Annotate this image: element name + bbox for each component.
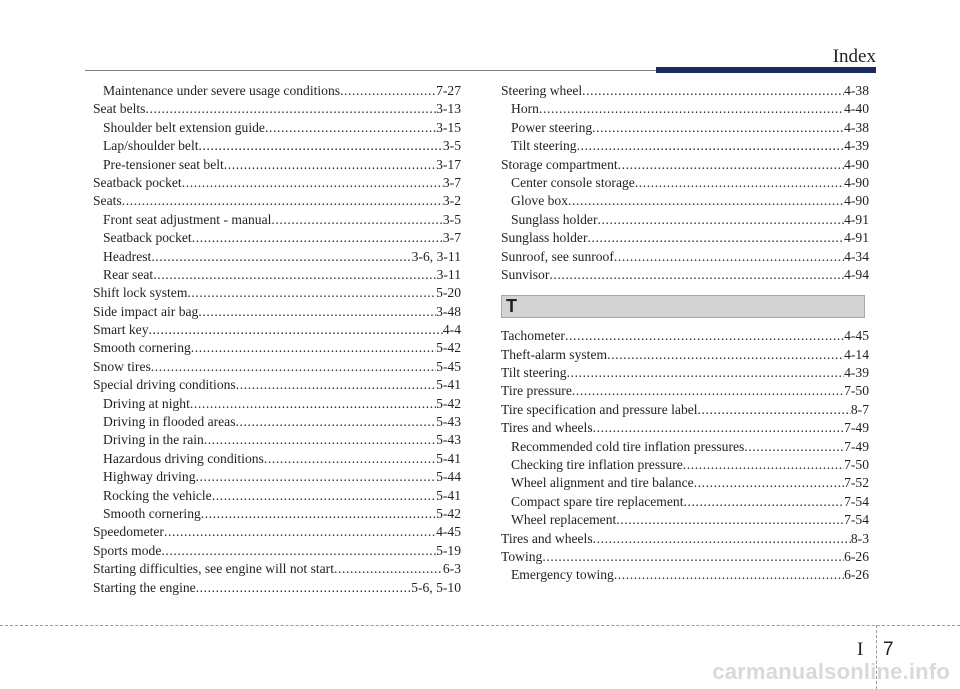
index-term: Wheel replacement	[511, 512, 617, 528]
index-term: Shoulder belt extension guide	[103, 119, 265, 135]
index-page-ref: 5-41	[436, 377, 461, 393]
index-entry	[501, 266, 869, 284]
index-page-ref: 3-7	[442, 174, 461, 190]
dot-leader	[549, 266, 844, 284]
index-group-t	[501, 327, 869, 584]
index-term: Hazardous driving conditions	[103, 450, 264, 466]
dot-leader	[593, 419, 844, 437]
index-entry	[501, 474, 869, 492]
index-entry	[93, 137, 461, 155]
index-term: Steering wheel	[501, 83, 583, 98]
dot-leader	[212, 487, 436, 505]
index-term: Rocking the vehicle	[103, 487, 212, 503]
index-entry	[93, 468, 461, 486]
dot-leader	[196, 579, 411, 597]
index-page-ref: 5-43	[436, 432, 461, 448]
dot-leader	[145, 100, 436, 118]
index-page-ref: 4-38	[844, 83, 869, 98]
index-term: Theft-alarm system	[501, 346, 608, 362]
index-page-ref: 3-48	[436, 303, 461, 319]
index-term: Driving at night	[103, 395, 190, 411]
index-page-ref: 3-17	[436, 156, 461, 172]
dot-leader	[698, 401, 851, 419]
index-entry	[93, 376, 461, 394]
index-page-ref: 5-42	[436, 395, 461, 411]
index-page-ref: 3-2	[442, 193, 461, 209]
index-term: Special driving conditions	[93, 377, 236, 393]
index-page-ref: 6-26	[844, 548, 869, 564]
index-term: Tires and wheels	[501, 530, 593, 546]
index-term: Lap/shoulder belt	[103, 138, 199, 154]
index-term: Driving in flooded areas	[103, 414, 236, 430]
index-entry	[501, 346, 869, 364]
index-page-ref: 3-11	[436, 266, 461, 282]
index-page-ref: 4-45	[436, 524, 461, 540]
index-page-ref: 7-49	[844, 420, 869, 436]
index-page-ref: 7-27	[436, 83, 461, 98]
dot-leader	[340, 82, 436, 100]
index-page-ref: 3-7	[442, 230, 461, 246]
dot-leader	[616, 511, 844, 529]
dot-leader	[539, 100, 844, 118]
dot-leader	[151, 248, 411, 266]
dot-leader	[567, 364, 844, 382]
index-entry	[501, 401, 869, 419]
index-page-ref: 5-42	[436, 505, 461, 521]
index-page-ref: 4-39	[844, 365, 869, 381]
dot-leader	[187, 284, 436, 302]
index-term: Seats	[93, 193, 122, 209]
section-letter: T	[506, 296, 517, 317]
index-entry	[501, 493, 869, 511]
dot-leader	[614, 566, 844, 584]
index-term: Sunglass holder	[511, 211, 598, 227]
index-page-ref: 4-90	[844, 174, 869, 190]
footer-rule	[0, 625, 960, 626]
index-term: Center console storage	[511, 174, 635, 190]
index-page-ref: 5-42	[436, 340, 461, 356]
index-term: Compact spare tire replacement	[511, 493, 684, 509]
index-term: Front seat adjustment - manual	[103, 211, 272, 227]
index-entry	[93, 505, 461, 523]
index-entry	[501, 530, 869, 548]
index-entry	[93, 560, 461, 578]
dot-leader	[694, 474, 844, 492]
index-term: Smooth cornering	[103, 505, 201, 521]
index-entry	[501, 438, 869, 456]
dot-leader	[587, 229, 844, 247]
index-term: Snow tires	[93, 358, 151, 374]
index-page-ref: 4-4	[442, 322, 461, 338]
index-entry	[501, 229, 869, 247]
index-page-ref: 5-6, 5-10	[411, 579, 461, 595]
index-term: Driving in the rain	[103, 432, 204, 448]
dot-leader	[597, 211, 844, 229]
index-page-ref: 4-34	[844, 248, 869, 264]
index-entry	[501, 548, 869, 566]
index-term: Speedometer	[93, 524, 164, 540]
dot-leader	[592, 119, 844, 137]
index-group-s	[501, 82, 869, 284]
index-term: Smooth cornering	[93, 340, 191, 356]
index-entry	[93, 321, 461, 339]
dot-leader	[122, 192, 443, 210]
index-page-ref: 7-50	[844, 383, 869, 399]
index-term: Emergency towing	[511, 567, 614, 583]
index-page-ref: 7-54	[844, 512, 869, 528]
dot-leader	[190, 395, 436, 413]
index-entry	[501, 382, 869, 400]
index-term: Storage compartment	[501, 156, 618, 172]
index-page-ref: 3-5	[442, 138, 461, 154]
dot-leader	[236, 413, 437, 431]
dot-leader	[568, 192, 844, 210]
dot-leader	[683, 493, 844, 511]
index-page-ref: 5-41	[436, 487, 461, 503]
index-page-ref: 5-20	[436, 285, 461, 301]
footer-page-number: 7	[883, 639, 894, 660]
index-entry	[93, 82, 461, 100]
dot-leader	[224, 156, 436, 174]
dot-leader	[191, 339, 436, 357]
index-term: Seatback pocket	[93, 174, 182, 190]
index-term: Tilt steering	[511, 138, 577, 154]
index-term: Pre-tensioner seat belt	[103, 156, 224, 172]
dot-leader	[164, 523, 436, 541]
index-entry	[501, 100, 869, 118]
index-page-ref: 4-90	[844, 193, 869, 209]
index-entry	[93, 395, 461, 413]
index-term: Shift lock system	[93, 285, 188, 301]
index-entry	[93, 284, 461, 302]
index-entry	[93, 229, 461, 247]
index-entry	[501, 156, 869, 174]
dot-leader	[582, 82, 844, 100]
dot-leader	[198, 303, 436, 321]
dot-leader	[565, 327, 844, 345]
index-term: Seatback pocket	[103, 230, 192, 246]
index-term: Horn	[511, 101, 539, 117]
index-page-ref: 4-91	[844, 211, 869, 227]
index-page-ref: 8-3	[850, 530, 869, 546]
index-entry	[501, 364, 869, 382]
footer-section-label: I	[857, 639, 864, 660]
index-entry	[93, 119, 461, 137]
index-page-ref: 7-54	[844, 493, 869, 509]
dot-leader	[618, 156, 844, 174]
index-term: Highway driving	[103, 469, 196, 485]
index-entry	[501, 566, 869, 584]
header-accent-bar	[656, 67, 876, 73]
dot-leader	[614, 248, 844, 266]
index-entry	[93, 156, 461, 174]
index-entry	[501, 248, 869, 266]
index-entry	[93, 579, 461, 597]
index-term: Seat belts	[93, 101, 146, 117]
index-page-ref: 8-7	[850, 401, 869, 417]
dot-leader	[236, 376, 436, 394]
index-page-ref: 6-3	[442, 561, 461, 577]
index-entry	[93, 450, 461, 468]
index-term: Tires and wheels	[501, 420, 593, 436]
index-page-ref: 5-43	[436, 414, 461, 430]
index-column-left	[93, 82, 461, 597]
index-page-ref: 5-41	[436, 450, 461, 466]
dot-leader	[572, 382, 844, 400]
dot-leader	[192, 229, 443, 247]
index-term: Power steering	[511, 119, 593, 135]
index-entry	[501, 82, 869, 100]
index-entry	[501, 327, 869, 345]
index-entry	[93, 266, 461, 284]
index-entry	[501, 192, 869, 210]
index-term: Tire specification and pressure label	[501, 401, 698, 417]
index-page-ref: 7-49	[844, 438, 869, 454]
index-entry	[93, 192, 461, 210]
dot-leader	[149, 321, 443, 339]
dot-leader	[744, 438, 844, 456]
index-column-right	[501, 82, 869, 585]
index-term: Rear seat	[103, 266, 154, 282]
dot-leader	[577, 137, 844, 155]
index-entry	[93, 303, 461, 321]
index-page-ref: 7-50	[844, 457, 869, 473]
index-term: Sunglass holder	[501, 230, 588, 246]
index-entry	[93, 174, 461, 192]
index-page-ref: 4-40	[844, 101, 869, 117]
dot-leader	[264, 450, 436, 468]
dot-leader	[271, 211, 442, 229]
index-page-ref: 4-90	[844, 156, 869, 172]
index-term: Checking tire inflation pressure	[511, 457, 683, 473]
dot-leader	[683, 456, 844, 474]
index-entry	[501, 419, 869, 437]
index-entry	[93, 248, 461, 266]
index-page-ref: 5-45	[436, 358, 461, 374]
index-entry	[501, 119, 869, 137]
dot-leader	[542, 548, 844, 566]
index-page-ref: 4-38	[844, 119, 869, 135]
index-term: Wheel alignment and tire balance	[511, 475, 694, 491]
index-entry	[501, 456, 869, 474]
index-page-ref: 4-45	[844, 328, 869, 344]
dot-leader	[182, 174, 443, 192]
index-term: Headrest	[103, 248, 152, 264]
index-page-ref: 4-91	[844, 230, 869, 246]
index-term: Tilt steering	[501, 365, 567, 381]
index-entry	[93, 431, 461, 449]
dot-leader	[196, 468, 437, 486]
index-entry	[93, 100, 461, 118]
section-header-t	[501, 295, 865, 318]
index-entry	[93, 487, 461, 505]
index-page-ref: 5-19	[436, 542, 461, 558]
index-page-ref: 4-14	[844, 346, 869, 362]
dot-leader	[199, 137, 443, 155]
index-term: Side impact air bag	[93, 303, 199, 319]
index-entry	[93, 523, 461, 541]
page-title: Index	[832, 46, 876, 67]
index-entry	[93, 358, 461, 376]
dot-leader	[201, 505, 436, 523]
index-term: Smart key	[93, 322, 149, 338]
dot-leader	[151, 358, 436, 376]
index-term: Tachometer	[501, 328, 565, 344]
index-entry	[93, 542, 461, 560]
index-term: Towing	[501, 548, 543, 564]
index-page-ref: 4-94	[844, 266, 869, 282]
index-entry	[501, 137, 869, 155]
index-entry	[93, 211, 461, 229]
index-term: Maintenance under severe usage conditions	[103, 83, 341, 98]
index-page-ref: 3-6, 3-11	[411, 248, 461, 264]
index-page-ref: 3-13	[436, 101, 461, 117]
index-term: Sunroof, see sunroof	[501, 248, 614, 264]
index-term: Recommended cold tire inflation pressures	[511, 438, 745, 454]
index-page-ref: 3-15	[436, 119, 461, 135]
dot-leader	[593, 530, 851, 548]
index-term: Sports mode	[93, 542, 162, 558]
dot-leader	[334, 560, 443, 578]
dot-leader	[153, 266, 436, 284]
index-term: Starting difficulties, see engine will not start	[93, 561, 334, 577]
index-entry	[93, 413, 461, 431]
index-term: Tire pressure	[501, 383, 572, 399]
index-page-ref: 4-39	[844, 138, 869, 154]
index-term: Glove box	[511, 193, 569, 209]
dot-leader	[265, 119, 436, 137]
index-term: Sunvisor	[501, 266, 550, 282]
index-entry	[501, 211, 869, 229]
watermark-text: carmanualsonline.info	[712, 659, 950, 684]
dot-leader	[161, 542, 436, 560]
index-entry	[501, 511, 869, 529]
index-page-ref: 5-44	[436, 469, 461, 485]
dot-leader	[204, 431, 436, 449]
index-entry	[93, 339, 461, 357]
index-page-ref: 7-52	[844, 475, 869, 491]
index-entry	[501, 174, 869, 192]
index-page-ref: 6-26	[844, 567, 869, 583]
index-page-ref: 3-5	[442, 211, 461, 227]
dot-leader	[607, 346, 844, 364]
dot-leader	[635, 174, 844, 192]
index-term: Starting the engine	[93, 579, 196, 595]
